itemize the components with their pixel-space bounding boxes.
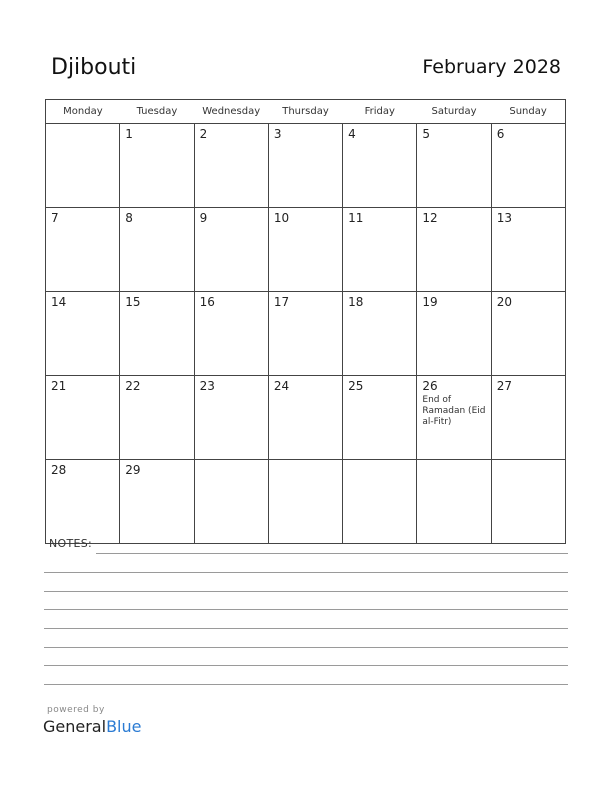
day-cell <box>491 460 565 544</box>
day-cell <box>417 376 491 460</box>
day-cell <box>491 376 565 460</box>
day-number: 25 <box>348 379 364 393</box>
note-line <box>44 647 568 648</box>
day-cell <box>417 292 491 376</box>
day-number: 8 <box>125 211 133 225</box>
weekday-header-row <box>46 100 566 124</box>
day-number: 2 <box>199 127 208 141</box>
calendar-grid <box>45 99 566 544</box>
day-cell <box>343 460 417 544</box>
day-cell <box>46 460 120 544</box>
powered-by-text: powered by <box>47 705 105 715</box>
day-number: 27 <box>496 379 512 393</box>
day-number: 29 <box>125 463 141 477</box>
week-row <box>46 124 566 208</box>
weekday-monday: Monday <box>46 100 120 124</box>
day-cell <box>120 460 194 544</box>
day-cell <box>46 124 120 208</box>
day-cell <box>491 208 565 292</box>
day-cell <box>120 208 194 292</box>
day-cell <box>268 460 342 544</box>
month-year-title: February 2028 <box>422 56 561 78</box>
notes-label: NOTES: <box>49 537 93 550</box>
note-line <box>96 553 568 554</box>
day-cell <box>268 124 342 208</box>
weekday-saturday: Saturday <box>417 100 491 124</box>
day-cell <box>417 124 491 208</box>
day-cell <box>194 460 268 544</box>
note-line <box>44 572 568 573</box>
note-line <box>44 609 568 610</box>
day-cell <box>120 376 194 460</box>
day-cell <box>46 292 120 376</box>
week-row <box>46 208 566 292</box>
day-number: 28 <box>51 463 67 477</box>
day-number: 4 <box>348 127 356 141</box>
week-row <box>46 376 566 460</box>
brand-blue-text: Blue <box>106 717 142 736</box>
day-number: 15 <box>125 295 141 309</box>
day-cell <box>343 292 417 376</box>
day-cell <box>194 208 268 292</box>
day-cell <box>343 208 417 292</box>
day-number: 1 <box>125 127 133 141</box>
day-cell <box>194 292 268 376</box>
day-number: 17 <box>273 295 290 309</box>
weekday-wednesday: Wednesday <box>194 100 268 124</box>
day-cell <box>46 376 120 460</box>
weekday-sunday: Sunday <box>491 100 565 124</box>
day-number: 6 <box>496 127 505 141</box>
weekday-friday: Friday <box>343 100 417 124</box>
country-title: Djibouti <box>51 55 137 80</box>
day-cell <box>343 124 417 208</box>
calendar-weeks <box>46 124 566 544</box>
day-number: 14 <box>51 295 67 309</box>
note-line <box>44 591 568 592</box>
day-number: 16 <box>199 295 215 309</box>
day-number: 11 <box>348 211 364 225</box>
day-number: 10 <box>273 211 290 225</box>
weekday-thursday: Thursday <box>268 100 342 124</box>
day-cell <box>491 292 565 376</box>
day-cell <box>417 208 491 292</box>
day-cell <box>491 124 565 208</box>
day-number: 18 <box>348 295 364 309</box>
day-cell <box>120 124 194 208</box>
day-cell <box>46 208 120 292</box>
day-number: 19 <box>422 295 438 309</box>
day-cell <box>343 376 417 460</box>
day-cell <box>120 292 194 376</box>
holiday-label: End of Ramadan (Eid al-Fitr) <box>422 395 486 427</box>
brand-general-text: General <box>43 717 107 736</box>
note-line <box>44 684 568 685</box>
day-number: 20 <box>496 295 512 309</box>
day-number: 23 <box>199 379 215 393</box>
note-line <box>44 665 568 666</box>
week-row <box>46 460 566 544</box>
day-number: 9 <box>199 211 208 225</box>
day-number: 3 <box>273 127 282 141</box>
note-line <box>44 628 568 629</box>
day-cell <box>417 460 491 544</box>
day-number: 26 <box>422 379 438 393</box>
day-cell <box>268 208 342 292</box>
day-number: 12 <box>422 211 438 225</box>
generalblue-logo <box>43 717 141 736</box>
day-number: 5 <box>422 127 431 141</box>
week-row <box>46 292 566 376</box>
day-cell <box>194 376 268 460</box>
day-cell <box>268 292 342 376</box>
day-cell <box>194 124 268 208</box>
weekday-tuesday: Tuesday <box>120 100 194 124</box>
day-number: 22 <box>125 379 141 393</box>
day-number: 7 <box>51 211 59 225</box>
day-number: 24 <box>273 379 290 393</box>
day-number: 13 <box>496 211 512 225</box>
day-cell <box>268 376 342 460</box>
day-number: 21 <box>51 379 67 393</box>
